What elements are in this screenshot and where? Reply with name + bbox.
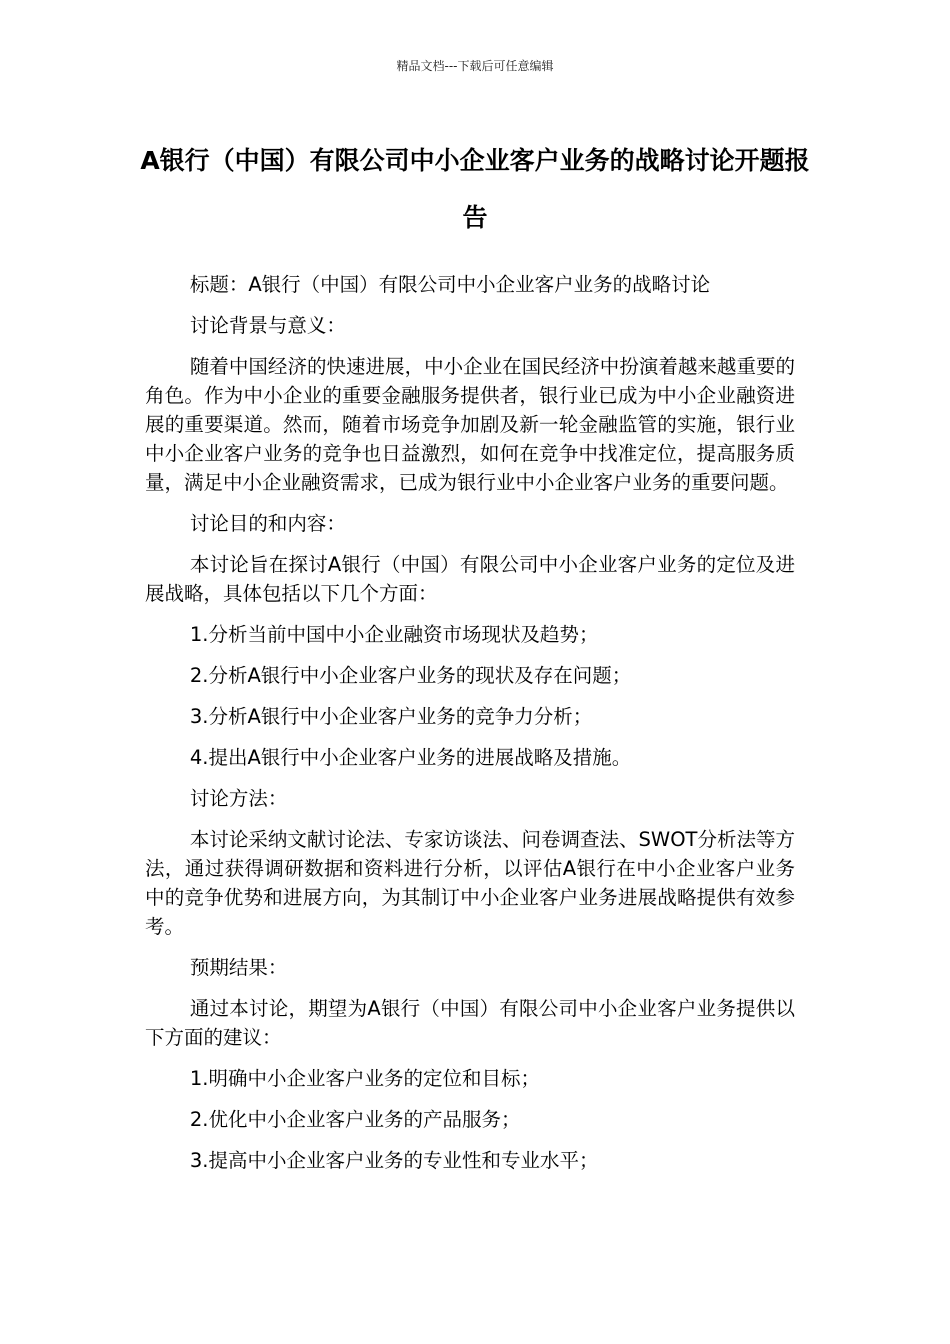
purpose-paragraph: 本讨论旨在探讨A银行（中国）有限公司中小企业客户业务的定位及进展战略，具体包括以下几个方面： xyxy=(145,553,795,605)
document-title: A银行（中国）有限公司中小企业客户业务的战略讨论开题报告 xyxy=(140,146,810,232)
method-paragraph: 本讨论采纳文献讨论法、专家访谈法、问卷调查法、SWOT分析法等方法，通过获得调研数据和资料进行分析，以评估A银行在中小企业客户业务中的竞争优势和进展方向，为其制订中小企业客户业务进展战略提供有效参考。 xyxy=(145,828,795,938)
result-item-3: 3.提高中小企业客户业务的专业性和专业水平； xyxy=(189,1149,599,1172)
section-heading-purpose: 讨论目的和内容： xyxy=(189,512,346,535)
section-heading-expected-results: 预期结果： xyxy=(189,956,288,979)
section-heading-background: 讨论背景与意义： xyxy=(189,314,346,337)
section-heading-method: 讨论方法： xyxy=(189,787,288,810)
result-item-1: 1.明确中小企业客户业务的定位和目标； xyxy=(189,1067,540,1090)
document-body xyxy=(145,270,795,1187)
page-header-note: 精品文档---下载后可任意编辑 xyxy=(396,59,554,73)
result-item-2: 2.优化中小企业客户业务的产品服务； xyxy=(189,1108,521,1131)
purpose-item-3: 3.分析A银行中小企业客户业务的竞争力分析； xyxy=(189,705,593,728)
expected-results-paragraph: 通过本讨论，期望为A银行（中国）有限公司中小企业客户业务提供以下方面的建议： xyxy=(145,997,795,1049)
title-line: 标题：A银行（中国）有限公司中小企业客户业务的战略讨论 xyxy=(189,273,711,296)
purpose-item-1: 1.分析当前中国中小企业融资市场现状及趋势； xyxy=(189,623,599,646)
purpose-item-2: 2.分析A银行中小企业客户业务的现状及存在问题； xyxy=(189,664,632,687)
purpose-item-4: 4.提出A银行中小企业客户业务的进展战略及措施。 xyxy=(189,746,632,769)
background-paragraph: 随着中国经济的快速进展，中小企业在国民经济中扮演着越来越重要的角色。作为中小企业的重要金融服务提供者，银行业已成为中小企业融资进展的重要渠道。然而，随着市场竞争加剧及新一轮金融监管的实施，银行业中小企业客户业务的竞争也日益激烈，如何在竞争中找准定位，提高服务质量，满足中小企业融资需求，已成为银行业中小企业客户业务的重要问题。 xyxy=(145,355,795,494)
